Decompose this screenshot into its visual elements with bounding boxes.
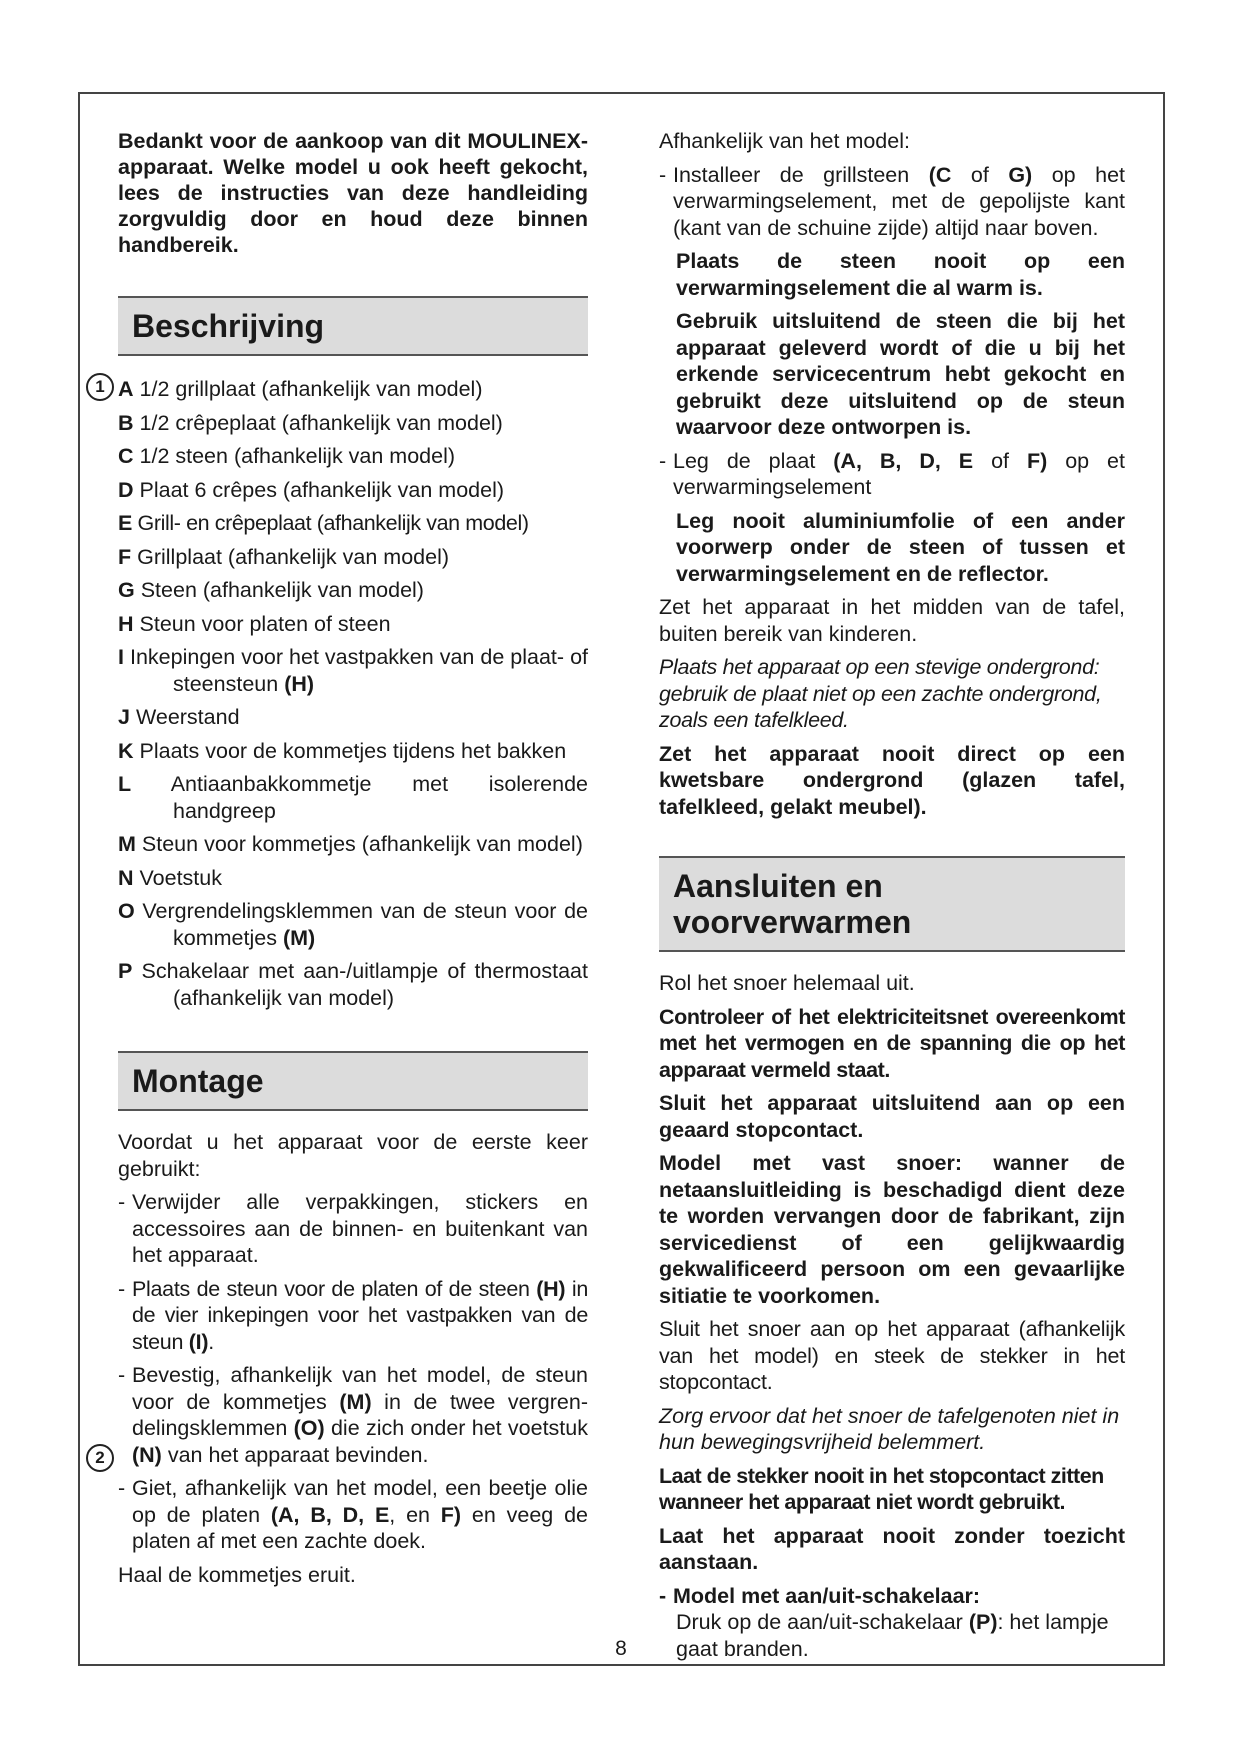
warning-fragile-surface: Zet het apparaat nooit direct op een kwetsbare ondergrond (glazen tafel, tafelkleed, gelakt meubel). [659,741,1125,819]
section-heading-aansluiten: Aansluiten en voorverwarmen [659,856,1125,952]
model-lead: Afhankelijk van het model: [659,129,910,153]
list-item: A 1/2 grillplaat (afhankelijk van model) [118,377,483,401]
list-item: I Inkepingen voor het vastpakken van de plaat- of steensteun (H) [118,645,588,696]
montage-step-4: - Giet, afhankelijk van het model, een beetje olie op de platen (A, B, D, E, en F) en veeg de platen af met een zachte doek. [118,1476,588,1553]
montage-step-1: - Verwijder alle verpakkingen, stickers en accessoires aan de binnen- en buitenkant van het apparaat. [118,1190,588,1267]
list-item: N Voetstuk [118,865,222,890]
unattended-warning: Laat het apparaat nooit zonder toezicht aanstaan. [659,1523,1125,1574]
list-item: K Plaats voor de kommetjes tijdens het bakken [118,738,567,763]
list-item: E Grill- en crêpeplaat (afhankelijk van model) [118,511,529,535]
check-mains-text: Controleer of het elektriciteitsnet overeenkomt met het vermogen en de spanning die op het apparaat vermeld staat. [659,1004,1125,1082]
unroll-text: Rol het snoer helemaal uit. [659,971,915,995]
plate-step: - Leg de plaat (A, B, D, E of F) op et verwarmingselement [659,448,1125,499]
section-heading-beschrijving: Beschrijving [118,296,588,356]
montage-outro: Haal de kommetjes eruit. [118,1562,356,1587]
list-item: D Plaat 6 crêpes (afhankelijk van model) [118,477,505,502]
switch-step: - Model met aan/uit-schakelaar: [659,1583,981,1608]
montage-step-3: - Bevestig, afhankelijk van het model, de steun voor de kommetjes (M) in de twee vergren-delingsklemmen (O) die zich onder het voetstuk (N) van het apparaat bevinden. [118,1363,588,1467]
list-item: J Weerstand [118,705,240,729]
warning-aluminium-foil: Leg nooit aluminiumfolie of een ander voorwerp onder de steen of tussen et verwarmingselement en de reflector. [676,508,1125,586]
list-item: F Grillplaat (afhankelijk van model) [118,544,450,569]
warning-warm-element: Plaats de steen nooit op een verwarmingselement die al warm is. [676,249,1125,300]
list-item: P Schakelaar met aan-/uitlampje of thermostaat (afhankelijk van model) [118,959,588,1010]
unplug-warning: Laat de stekker nooit in het stopcontact zitten wanneer het apparaat niet wordt gebruikt. [659,1463,1104,1514]
warning-original-stone: Gebruik uitsluitend de steen die bij het apparaat geleverd wordt of die u bij het erkende servicecentrum hebt gekocht en gebruikt deze uitsluitend op de steun waarvoor deze ontworpen is. [676,309,1125,439]
list-item: B 1/2 crêpeplaat (afhankelijk van model) [118,410,503,435]
figure-1-marker: 1 [86,373,114,401]
list-item: L Antiaanbakkommetje met isolerende handgreep [118,772,588,823]
list-item: H Steun voor platen of steen [118,611,391,636]
list-item: C 1/2 steen (afhankelijk van model) [118,444,456,468]
list-item: M Steun voor kommetjes (afhankelijk van model) [118,832,583,856]
montage-step-2: - Plaats de steun voor de platen of de steen (H) in de vier inkepingen voor het vastpakken van de steun (I). [118,1276,588,1354]
parts-list [118,376,588,1011]
grill-step: - Installeer de grillsteen (C of G) op het verwarmingselement, met de gepolijste kant (kant van de schuine zijde) altijd naar boven. [659,162,1125,240]
placement-text: Zet het apparaat in het midden van de tafel, buiten bereik van kinderen. [659,595,1125,646]
fixed-cord-text: Model met vast snoer: wanner de netaansluitleiding is beschadigd dient deze te worden vervangen door de fabrikant, zijn servicedienst of een gelijkwaardig gekwalificeerd persoon om een gevaarlijke sitiatie te voorkomen. [659,1151,1125,1308]
switch-step-text: Druk op de aan/uit-schakelaar (P): het lampje gaat branden. [676,1610,1109,1661]
intro-paragraph: Bedankt voor de aankoop van dit MOULINEX-apparaat. Welke model u ook heeft gekocht, lees de instructies van deze handleiding zorgvuldig door en houd deze binnen handbereik. [118,129,588,257]
section-heading-montage: Montage [118,1051,588,1111]
page-number: 8 [615,1637,627,1660]
list-item: G Steen (afhankelijk van model) [118,578,424,602]
cord-note: Zorg ervoor dat het snoer de tafelgenoten niet in hun bewegingsvrijheid belemmert. [659,1403,1120,1454]
figure-2-marker: 2 [86,1444,114,1472]
left-column [118,128,588,1595]
list-item: O Vergrendelingsklemmen van de steun voor de kommetjes (M) [118,899,588,950]
right-column [659,128,1125,1669]
connect-cord-text: Sluit het snoer aan op het apparaat (afhankelijk van het model) en steek de stekker in het stopcontact. [659,1317,1125,1394]
earthed-socket-text: Sluit het apparaat uitsluitend aan op een geaard stopcontact. [659,1091,1125,1142]
stable-surface-note: Plaats het apparaat op een stevige ondergrond: gebruik de plaat niet op een zachte ondergrond, zoals een tafelkleed. [659,655,1102,732]
montage-intro: Voordat u het apparaat voor de eerste keer gebruikt: [118,1130,588,1181]
